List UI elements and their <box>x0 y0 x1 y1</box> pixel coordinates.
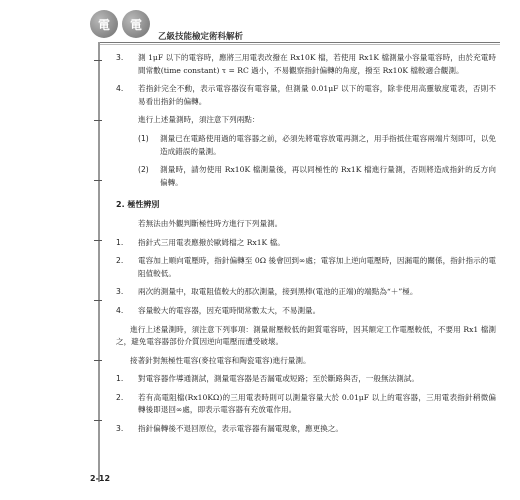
list-item <box>116 373 496 386</box>
item-text: 指針偏轉後不退回原位，表示電容器有漏電現象，應更換之。 <box>138 424 344 434</box>
margin-tick <box>94 180 102 181</box>
logo-circle-2: 電 <box>122 10 150 38</box>
sub-item-text: 測量時，請勿使用 Rx10K 檔測量後，再以同極性的 Rx1K 檔進行量測，否則將造成指針的反方向偏轉。 <box>160 165 496 187</box>
page-content <box>116 52 496 442</box>
logo-circle-1: 電 <box>90 10 118 38</box>
item-number: 3. <box>116 53 124 62</box>
list-item <box>116 423 496 436</box>
margin-tick <box>94 300 102 301</box>
paragraph: 進行上述量測時，須注意下列兩點： <box>138 115 260 125</box>
margin-bar <box>98 42 100 482</box>
item-text: 兩次的測量中，取電阻值較大的那次測量，接到黑棒(電池的正端)的端點為“＋”極。 <box>138 287 418 297</box>
list-item <box>116 83 496 108</box>
item-number: 4. <box>116 84 124 94</box>
item-number: 3. <box>116 424 124 434</box>
item-number: 3. <box>116 287 124 297</box>
margin-tick <box>94 360 102 361</box>
header-rule <box>100 42 500 43</box>
item-text: 電容加上順向電壓時，指針偏轉至 0Ω 後會回到∞處；電容加上逆向電壓時，因漏電的關係，指針指示的電阻值較低。 <box>138 256 496 278</box>
item-number: 2. <box>116 256 124 266</box>
item-number: 4. <box>116 305 124 315</box>
item-number: 1. <box>116 237 124 247</box>
paragraph: 若無法由外觀判斷極性時方進行下列量測。 <box>138 218 283 228</box>
paragraph: 接著針對無極性電容(麥拉電容和陶瓷電容)進行量測。 <box>130 355 311 365</box>
header-logo <box>90 4 160 40</box>
list-item <box>116 305 496 318</box>
list-item <box>116 286 496 299</box>
list-item <box>116 392 496 417</box>
item-text: 指針式三用電表應撥於歐姆檔之 Rx1K 檔。 <box>138 237 285 247</box>
sub-item-number: (2) <box>138 165 149 175</box>
list-item <box>116 52 496 77</box>
sub-list-item <box>138 164 496 189</box>
margin-tick <box>94 60 102 61</box>
margin-tick <box>94 420 102 421</box>
header-rule-secondary <box>100 44 500 45</box>
item-number: 1. <box>116 374 124 384</box>
item-text: 若指針完全不動，表示電容器沒有電容量，但測量 0.01μF 以下的電容，除非使用高靈敏度電表，否則不易看出指針的偏轉。 <box>138 84 496 106</box>
page-number: 2-12 <box>90 474 111 483</box>
sub-item-text: 測量已在電路使用過的電容器之前，必須先將電容放電再測之，用手指抵住電容兩端片刻即可，以免造成錯誤的量測。 <box>160 133 496 156</box>
item-text: 若有高電阻檔(Rx10KΩ)的三用電表時則可以測量容量大於 0.01μF 以上的電容器，三用電表指針稍微偏轉後即退回∞處，即表示電容器有充放電作用。 <box>138 392 496 415</box>
margin-tick <box>94 240 102 241</box>
item-text: 測 1μF 以下的電容時，應將三用電表改撥在 Rx10K 檔，若使用 Rx1K 檔測量小容量電容時，由於充電時間常數(time constant) τ = RC 過小，不易觀察指針偏轉的角度，撥至 Rx10K 檔較適合觀測。 <box>138 53 496 75</box>
item-text: 對電容器作導通測試，測量電容器是否漏電或短路；至於斷路與否，一般無法測試。 <box>138 374 419 384</box>
section-heading <box>116 199 496 212</box>
list-item <box>116 255 496 280</box>
sub-item-number: (1) <box>138 133 149 143</box>
paragraph: 進行上述量測時，須注意下列事項：測量耐壓較低的鉭質電容時，因其額定工作電壓較低，不要用 Rx1 檔測之，避免電容器部份介質因逆向電壓而遭受破壞。 <box>116 324 496 347</box>
list-item <box>116 237 496 250</box>
item-number: 2. <box>116 392 124 402</box>
page-header-title: 乙級技能檢定術科解析 <box>158 32 244 42</box>
item-text: 容量較大的電容器，因充電時間常數太大，不易測量。 <box>138 305 321 315</box>
section-number: 2. <box>116 200 125 210</box>
sub-list-item <box>138 133 496 158</box>
section-title: 極性辨別 <box>127 200 160 210</box>
margin-tick <box>94 120 102 121</box>
